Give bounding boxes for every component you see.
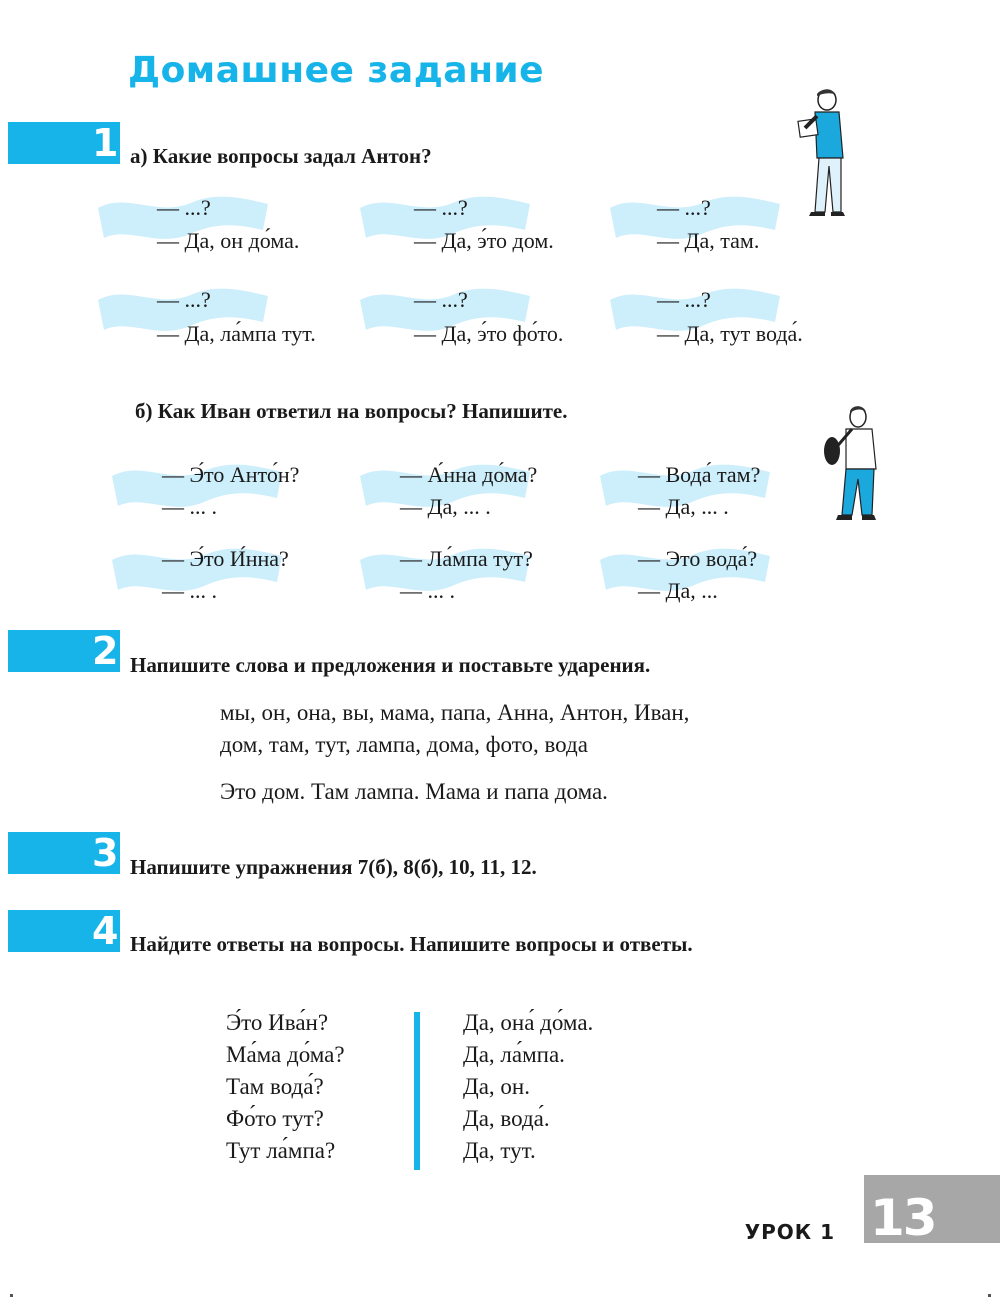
dialog-question: — Это вода́? bbox=[638, 546, 758, 571]
dialog-answer: — Да, э́то дом. bbox=[414, 228, 554, 253]
dialog-question: — Э́то И́нна? bbox=[162, 546, 289, 571]
column-divider bbox=[414, 1012, 420, 1170]
answer-item: Да, вода́. bbox=[463, 1106, 550, 1131]
dialog-answer: — Да, тут вода́. bbox=[657, 321, 803, 346]
dialog-answer: — Да, ла́мпа тут. bbox=[157, 321, 316, 346]
question-item: Тут ла́мпа? bbox=[226, 1138, 336, 1163]
crop-mark bbox=[10, 1294, 13, 1297]
question-item: Ма́ма до́ма? bbox=[226, 1042, 345, 1067]
page-number: 13 bbox=[870, 1189, 936, 1247]
dialog-question: — ...? bbox=[414, 195, 468, 220]
exercise-number: 1 bbox=[92, 121, 119, 165]
dialog-question: — ...? bbox=[157, 195, 211, 220]
dialog-question: — ...? bbox=[414, 287, 468, 312]
answer-item: Да, ла́мпа. bbox=[463, 1042, 565, 1067]
dialog-question: — Ла́мпа тут? bbox=[400, 546, 533, 571]
dialog-answer: — Да, э́то фо́то. bbox=[414, 321, 564, 346]
page-title: Домашнее задание bbox=[128, 50, 545, 91]
crop-mark bbox=[988, 1294, 991, 1297]
exercise-number: 2 bbox=[92, 629, 119, 673]
question-item: Фо́то тут? bbox=[226, 1106, 324, 1131]
dialog-question: — Э́то Анто́н? bbox=[162, 462, 300, 487]
exercise-4-heading: Найдите ответы на вопросы. Напишите вопросы и ответы. bbox=[130, 932, 693, 956]
dialog-answer: — Да, там. bbox=[657, 228, 760, 253]
dialog-question: — ...? bbox=[657, 195, 711, 220]
dialog-question: — Вода́ там? bbox=[638, 462, 761, 487]
word-list: мы, он, она, вы, мама, папа, Анна, Антон, Иван, bbox=[220, 700, 690, 725]
answer-item: Да, она́ до́ма. bbox=[463, 1010, 594, 1035]
exercise-2-heading: Напишите слова и предложения и поставьте ударения. bbox=[130, 653, 651, 677]
dialog-answer: — ... . bbox=[162, 578, 217, 603]
answer-item: Да, тут. bbox=[463, 1138, 536, 1163]
question-item: Там вода́? bbox=[226, 1074, 324, 1099]
exercise-1b-heading: б) Как Иван ответил на вопросы? Напишите. bbox=[135, 399, 568, 423]
answer-item: Да, он. bbox=[463, 1074, 530, 1099]
dialog-question: — ...? bbox=[657, 287, 711, 312]
dialog-answer: — Да, ... bbox=[638, 578, 718, 603]
question-item: Э́то Ива́н? bbox=[226, 1010, 329, 1035]
exercise-3-heading: Напишите упражнения 7(б), 8(б), 10, 11, 12. bbox=[130, 855, 537, 879]
person-with-bag-illustration bbox=[822, 405, 886, 525]
dialog-answer: — Да, ... . bbox=[638, 494, 729, 519]
exercise-number: 3 bbox=[92, 831, 119, 875]
word-list: дом, там, тут, лампа, дома, фото, вода bbox=[220, 732, 588, 757]
dialog-answer: — Да, он до́ма. bbox=[157, 228, 300, 253]
dialog-question: — А́нна до́ма? bbox=[400, 462, 538, 487]
person-reading-illustration bbox=[795, 88, 855, 220]
lesson-label: УРОК 1 bbox=[744, 1220, 835, 1244]
exercise-number: 4 bbox=[92, 909, 119, 953]
dialog-answer: — ... . bbox=[400, 578, 455, 603]
exercise-1a-heading: а) Какие вопросы задал Антон? bbox=[130, 144, 432, 168]
dialog-answer: — Да, ... . bbox=[400, 494, 491, 519]
dialog-answer: — ... . bbox=[162, 494, 217, 519]
dialog-question: — ...? bbox=[157, 287, 211, 312]
sentence-list: Это дом. Там лампа. Мама и папа дома. bbox=[220, 779, 608, 804]
